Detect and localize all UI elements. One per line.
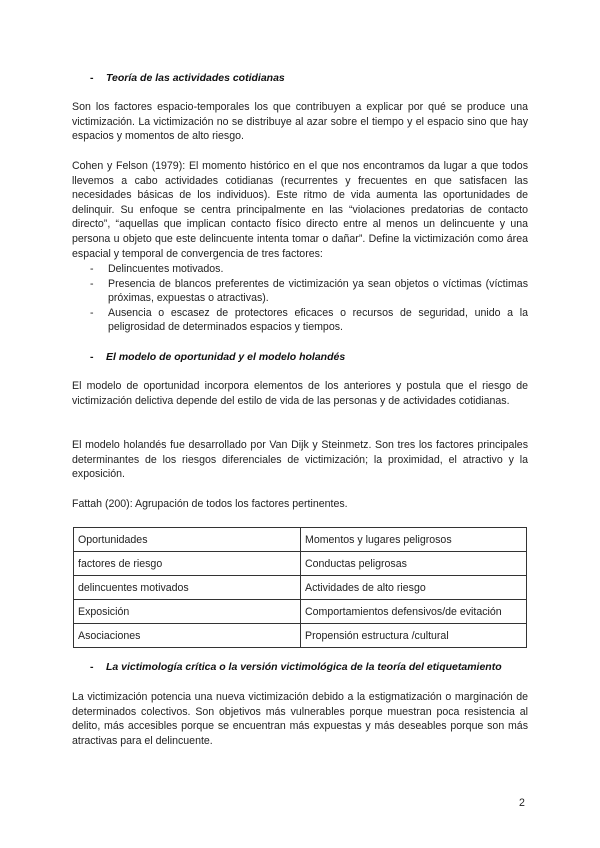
factors-table	[73, 527, 527, 648]
table-cell: Momentos y lugares peligrosos	[301, 528, 527, 552]
table-cell: factores de riesgo	[74, 552, 301, 576]
table-cell: Exposición	[74, 600, 301, 624]
list-item: - Presencia de blancos preferentes de victimización ya sean objetos o víctimas (víctimas próximas, expuestas o atractivas).	[90, 277, 528, 305]
table-row	[74, 528, 527, 552]
table-row	[74, 600, 527, 624]
table-row	[74, 576, 527, 600]
table-cell: Comportamientos defensivos/de evitación	[301, 600, 527, 624]
paragraph-opportunity-model: El modelo de oportunidad incorpora elementos de los anteriores y postula que el riesgo de victimización delictiva depende del estilo de vida de las personas y de actividades cotidianas.	[72, 380, 528, 407]
heading-dash: -	[90, 351, 94, 363]
table-row	[74, 624, 527, 648]
heading-text: Teoría de las actividades cotidianas	[106, 72, 285, 84]
page-number: 2	[519, 797, 525, 809]
factors-list	[90, 262, 528, 335]
table-cell: Conductas peligrosas	[301, 552, 527, 576]
table-cell: Actividades de alto riesgo	[301, 576, 527, 600]
list-item: - Delincuentes motivados.	[90, 263, 224, 275]
heading-dash: -	[90, 661, 94, 673]
table-cell: Asociaciones	[74, 624, 301, 648]
paragraph-critical-victimology: La victimización potencia una nueva victimización debido a la estigmatización o marginación de determinados colectivos. Son objetivos más vulnerables porque muestran poca resistencia al delito, más accesibles porque se encuentran más expuestas y más deseables porque son más atractivas para el delincuente.	[72, 691, 528, 747]
section-heading-critical-victimology	[90, 661, 502, 673]
list-item: - Ausencia o escasez de protectores eficaces o recursos de seguridad, unido a la peligrosidad de determinados espacios y tiempos.	[90, 306, 528, 334]
heading-dash: -	[90, 72, 94, 84]
table-row	[74, 552, 527, 576]
table-cell: delincuentes motivados	[74, 576, 301, 600]
paragraph-cohen-felson: Cohen y Felson (1979): El momento histórico en el que nos encontramos da lugar a que todos llevemos a cabo actividades cotidianas (recurrentes y frecuentes en que satisfacen las necesidades básicas de los individuos). Este ritmo de vida aumenta las oportunidades de delinquir. Su enfoque se centra principalmente en las “violaciones predatorias de contacto directo”, “aquellas que implican contacto físico directo entre al menos un delincuente y una persona u objeto que este delincuente intenta tomar o dañar”. Define la victimización como área espacial y temporal de convergencia de tres factores:	[72, 160, 528, 260]
section-heading-routine-activities	[90, 72, 285, 84]
paragraph-fattah: Fattah (200): Agrupación de todos los factores pertinentes.	[72, 498, 348, 510]
heading-text: El modelo de oportunidad y el modelo holandés	[106, 351, 346, 363]
table-cell: Propensión estructura /cultural	[301, 624, 527, 648]
table-cell: Oportunidades	[74, 528, 301, 552]
paragraph-spatiotemporal: Son los factores espacio-temporales los que contribuyen a explicar por qué se produce una victimización. La victimización no se distribuye al azar sobre el tiempo y el espacio sino que hay espacios y momentos de alto riesgo.	[72, 101, 528, 143]
paragraph-dutch-model: El modelo holandés fue desarrollado por Van Dijk y Steinmetz. Son tres los factores principales determinantes de los riesgos diferenciales de victimización; la proximidad, el atractivo y la exposición.	[72, 439, 528, 481]
heading-text: La victimología crítica o la versión victimológica de la teoría del etiquetamiento	[106, 661, 502, 673]
section-heading-opportunity-model	[90, 351, 345, 363]
